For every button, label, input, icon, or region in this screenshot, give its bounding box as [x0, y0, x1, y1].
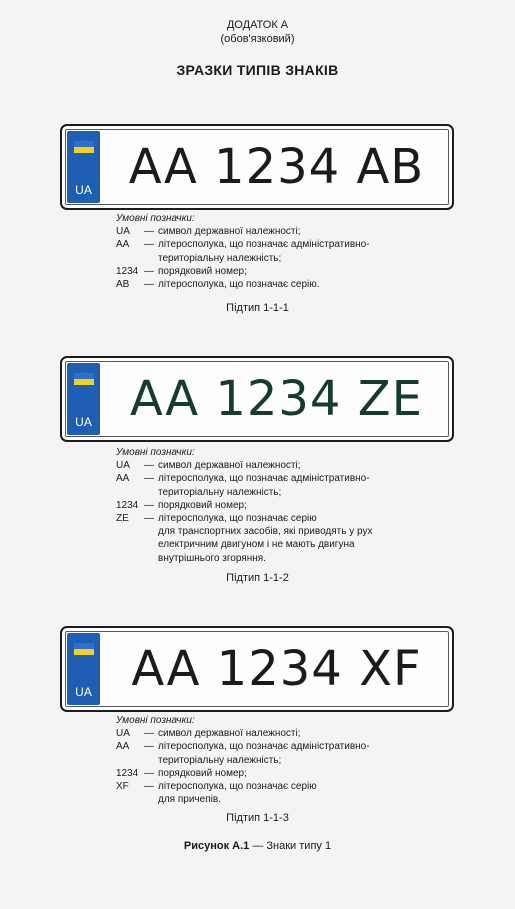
legend-item: 1234 — порядковий номер;	[116, 767, 247, 779]
legend-item-continuation: територіальну належність;	[158, 486, 282, 498]
appendix-heading: ДОДАТОК А	[226, 19, 289, 31]
ukraine-flag-icon	[74, 141, 94, 153]
legend-title: Умовні позначки:	[116, 447, 195, 458]
plate-number: AA 1234 AB	[128, 139, 425, 195]
legend-item: ZE — літеросполука, що позначає серію	[116, 513, 317, 525]
ua-symbol: UA	[75, 685, 92, 699]
license-plate-sample-1	[60, 124, 454, 210]
legend-item: UA — символ державної належності;	[116, 226, 301, 238]
plate-number: AA 1234 ZE	[130, 371, 423, 427]
license-plate-sample-3	[60, 626, 454, 712]
legend-item: UA — символ державної належності;	[116, 460, 301, 472]
appendix-status: (обов'язковий)	[220, 33, 295, 45]
legend-item: 1234 — порядковий номер;	[116, 499, 247, 511]
license-plate-sample-2	[60, 356, 454, 442]
legend	[116, 714, 476, 806]
legend-item: UA — символ державної належності;	[116, 728, 301, 740]
ukraine-flag-icon	[74, 643, 94, 655]
legend-title: Умовні позначки:	[116, 213, 195, 224]
ua-band	[67, 131, 100, 203]
legend-title: Умовні позначки:	[116, 715, 195, 726]
legend-item: AA — літеросполука, що позначає адміністративно-	[116, 239, 370, 251]
legend-item-continuation: для причепів.	[158, 794, 221, 806]
legend-item: AA — літеросполука, що позначає адміністративно-	[116, 473, 370, 485]
ua-symbol: UA	[75, 415, 92, 429]
figure-caption-text: — Знаки типу 1	[249, 840, 332, 852]
subtype-label: Підтип 1-1-3	[226, 812, 289, 824]
legend-item: AB — літеросполука, що позначає серію.	[116, 279, 320, 291]
legend-item-continuation: територіальну належність;	[158, 754, 282, 766]
legend-item: 1234 — порядковий номер;	[116, 265, 247, 277]
ua-band	[67, 363, 100, 435]
legend-item: AA — літеросполука, що позначає адміністративно-	[116, 741, 370, 753]
ua-band	[67, 633, 100, 705]
plate-number: AA 1234 XF	[131, 641, 422, 697]
subtype-label: Підтип 1-1-2	[226, 572, 289, 584]
figure-label: Рисунок А.1	[183, 840, 250, 852]
ukraine-flag-icon	[74, 373, 94, 385]
figure-caption	[0, 840, 515, 852]
legend	[116, 212, 476, 291]
ua-symbol: UA	[75, 183, 92, 197]
subtype-label: Підтип 1-1-1	[226, 302, 289, 314]
legend-item-continuation: для транспортних засобів, які приводять у рух електричним двигуном і не мають двигуна внутрішнього згоряння.	[158, 526, 373, 564]
legend-item: XF — літеросполука, що позначає серію	[116, 781, 317, 793]
legend	[116, 446, 476, 565]
page-title: ЗРАЗКИ ТИПІВ ЗНАКІВ	[176, 62, 339, 78]
legend-item-continuation: територіальну належність;	[158, 252, 282, 264]
